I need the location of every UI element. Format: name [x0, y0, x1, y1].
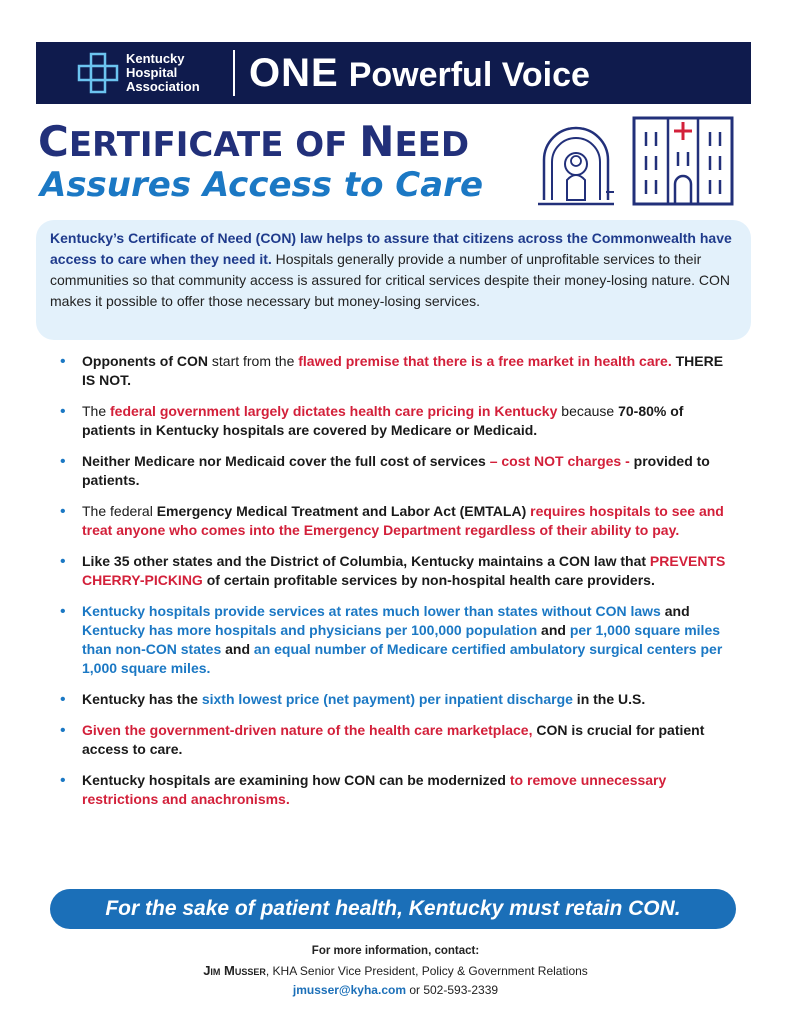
header-bar	[36, 42, 751, 104]
bullet-icon: •	[60, 503, 66, 520]
contact-heading: For more information, contact:	[311, 945, 480, 957]
intro-box	[36, 220, 751, 340]
list-item: • Kentucky hospitals provide services at rates much lower than states without CON laws and Kentucky has more hospitals and physicians per 100,000 population and per 1,000 square miles than non-CON states and an equal number of Medicare certified ambulatory surgical centers per 1,000 square miles.	[60, 603, 723, 676]
page-title: CERTIFICATE OF NEED	[38, 117, 470, 166]
organization-name: Kentucky Hospital Association	[126, 51, 200, 94]
contact-block	[0, 942, 791, 1000]
bullet-icon: •	[60, 403, 66, 420]
call-to-action-banner	[50, 889, 736, 929]
call-to-action-text: For the sake of patient health, Kentucky must retain CON.	[105, 897, 681, 920]
list-item: • Like 35 other states and the District of Columbia, Kentucky maintains a CON law that PREVENTS CHERRY-PICKING of certain profitable services by non-hospital health care providers.	[60, 553, 726, 588]
contact-details	[0, 981, 791, 1000]
contact-phone: or 502-593-2339	[406, 983, 499, 997]
list-item: • Given the government-driven nature of the health care marketplace, CON is crucial for patient access to care.	[60, 722, 705, 757]
key-points-list	[58, 352, 738, 821]
bullet-icon: •	[60, 772, 66, 789]
list-item: • The federal government largely dictates health care pricing in Kentucky because 70-80% of patients in Kentucky hospitals are covered by Medicare or Medicaid.	[60, 403, 684, 438]
list-item: • Opponents of CON start from the flawed premise that there is a free market in health care. THERE IS NOT.	[60, 353, 724, 388]
tagline: ONE Powerful Voice	[249, 51, 590, 95]
contact-name: Jim Musser	[203, 963, 266, 978]
list-item: • Kentucky has the sixth lowest price (net payment) per inpatient discharge in the U.S.	[60, 691, 646, 708]
page-subtitle: Assures Access to Care	[40, 165, 484, 205]
list-item: • Neither Medicare nor Medicaid cover the full cost of services – cost NOT charges - provided to patients.	[60, 453, 710, 488]
list-item: • The federal Emergency Medical Treatment and Labor Act (EMTALA) requires hospitals to see and treat anyone who comes into the Emergency Department regardless of their ability to pay.	[60, 503, 724, 538]
contact-person: Jim Musser, KHA Senior Vice President, Policy & Government Relations	[203, 963, 588, 978]
hospital-building-icon	[628, 112, 738, 208]
bullet-icon: •	[60, 453, 66, 470]
bullet-icon: •	[60, 691, 66, 708]
intro-paragraph: Kentucky’s Certificate of Need (CON) law helps to assure that citizens across the Commonwealth have access to care when they need it. Hospitals generally provide a number of unprofitable services to their communities so that community access is assured for critical services despite their money-losing nature. CON makes it possible to offer those necessary but money-losing services.	[50, 230, 732, 309]
mri-scanner-icon	[536, 120, 616, 210]
bullet-icon: •	[60, 553, 66, 570]
kha-cross-logo-icon	[76, 51, 120, 95]
bullet-icon: •	[60, 722, 66, 739]
list-item: • Kentucky hospitals are examining how CON can be modernized to remove unnecessary restrictions and anachronisms.	[60, 772, 667, 807]
bullet-icon: •	[60, 603, 66, 620]
header-divider	[233, 50, 235, 96]
bullet-icon: •	[60, 353, 66, 370]
contact-email-link[interactable]: jmusser@kyha.com	[292, 983, 406, 997]
